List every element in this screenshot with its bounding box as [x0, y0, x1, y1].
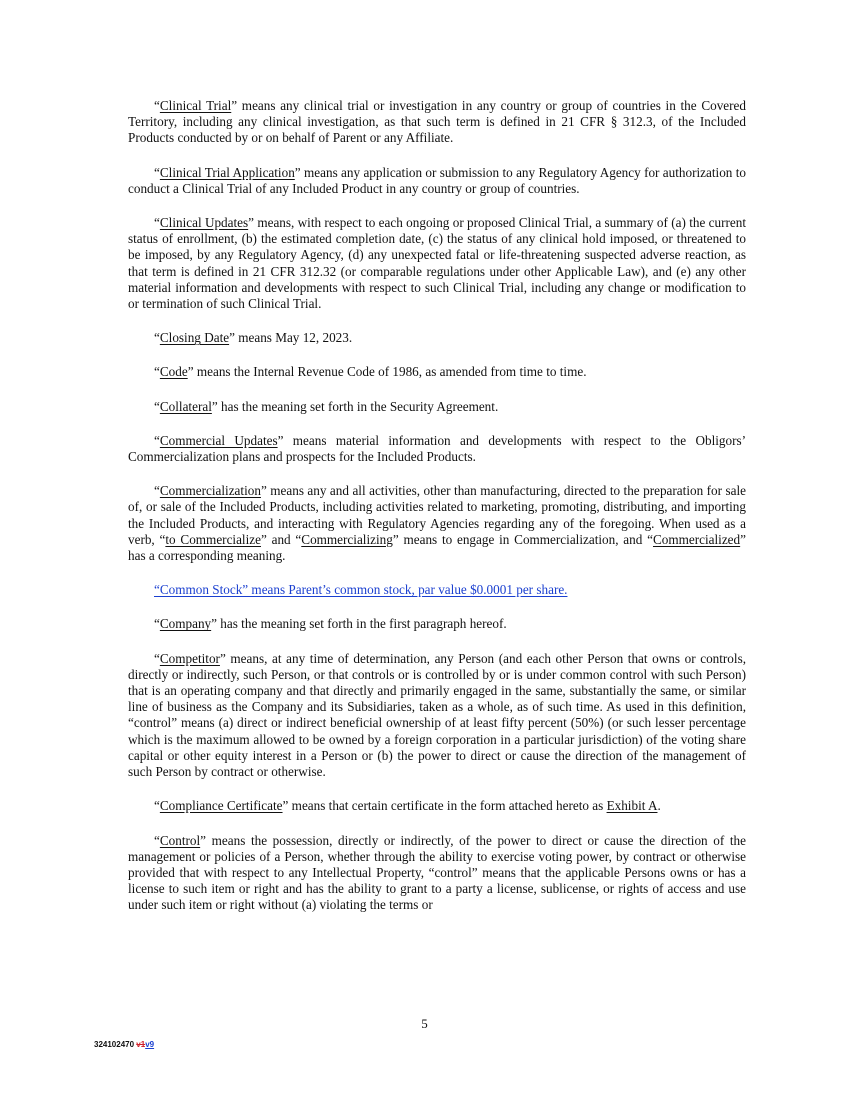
defined-term: Commercial Updates [159, 432, 278, 448]
definition-commercial-updates: “Commercial Updates” means material information and developments with respect to the Obligors’ Commercialization plans and prospects for the Included Products. [128, 432, 746, 465]
definition-clinical-updates: “Clinical Updates” means, with respect to each ongoing or proposed Clinical Trial, a summary of (a) the current status of enrollment, (b) the estimated completion date, (c) the status of any clinical hold imposed, or threatened to be imposed, by any Regulatory Agency, (d) any unexpected fatal or life-threatening suspected adverse reaction, as that term is defined in 21 CFR 312.32 (or comparable regulations under other Applicable Law), and (e) any other material information and developments with respect to such Clinical Trial, including any change or modification to or termination of such Clinical Trial. [128, 215, 746, 312]
definition-closing-date: “Closing Date” means May 12, 2023. [154, 330, 353, 346]
defined-term: Closing Date [159, 330, 230, 346]
definition-control: “Control” means the possession, directly or indirectly, of the power to direct or cause the direction of the management or policies of a Person, whether through the ability to exercise voting power, by contract or otherwise provided that with respect to any Intellectual Property, “control” means that the applicable Persons owns or has a license to such item or right and has the ability to grant to a party a license, sublicense, or rights of access and use under such item or right without (a) violating the terms or [128, 832, 746, 913]
document-number: 324102470 [94, 1040, 135, 1049]
definition-clinical-trial-application: “Clinical Trial Application” means any application or submission to any Regulatory Agency for authorization to conduct a Clinical Trial of any Included Product in any country or group of countries. [128, 164, 747, 196]
deleted-version: v1 [136, 1040, 146, 1049]
defined-term: Code [159, 364, 188, 380]
defined-term: Company [159, 616, 212, 632]
definition-competitor: “Competitor” means, at any time of determination, any Person (and each other Person that owns or controls, directly or indirectly, such Person, or that controls or is controlled by or is under common control with such Person) that is an operating company and that directly and primarily engaged in the same, substantially the same, or similar line of business as the Company and its Subsidiaries, taken as a whole, as of such time. As used in this definition, “control” means (a) direct or indirect beneficial ownership of at least fifty percent (50%) (or such lesser percentage which is the maximum allowed to be owned by a foreign corporation in a particular jurisdiction) of the voting share capital or other equity interest in a Person or (b) the power to direct or cause the direction of the management of such Person by contract or otherwise. [128, 650, 746, 780]
definition-code: “Code” means the Internal Revenue Code of 1986, as amended from time to time. [154, 364, 587, 380]
defined-term: Commercializing [301, 531, 393, 547]
defined-term: Collateral [159, 398, 212, 414]
inserted-version: v9 [145, 1040, 155, 1049]
definitions-section [128, 98, 746, 932]
definition-clinical-trial: “Clinical Trial” means any clinical trial or investigation in any country or group of countries in the Covered Territory, including any clinical investigation, as that such term is defined in 21 CFR § 312.3, of the Included Products conducted by or on behalf of Parent or any Affiliate. [128, 98, 746, 146]
defined-term: Competitor [159, 650, 220, 666]
defined-term: Control [159, 832, 201, 848]
defined-term: Commercialization [159, 483, 261, 499]
page-number: 5 [421, 1016, 428, 1031]
defined-term: Commercialized [652, 531, 741, 547]
definition-company: “Company” has the meaning set forth in the first paragraph hereof. [154, 616, 507, 632]
defined-term: Clinical Trial [159, 98, 232, 113]
defined-term: Compliance Certificate [159, 798, 283, 814]
inserted-definition-common-stock: “Common Stock” means Parent’s common stock, par value $0.0001 per share. [154, 582, 568, 598]
exhibit-reference: Exhibit A [606, 798, 658, 814]
document-id [94, 1040, 154, 1049]
defined-term: Clinical Updates [159, 215, 249, 231]
definition-collateral: “Collateral” has the meaning set forth in the Security Agreement. [154, 398, 499, 414]
definition-compliance-certificate: “Compliance Certificate” means that certain certificate in the form attached hereto as Exhibit A. [154, 798, 661, 814]
definition-commercialization: “Commercialization” means any and all activities, other than manufacturing, directed to the preparation for sale of, or sale of the Included Products, including activities related to marketing, promoting, distributing, and importing the Included Products, and interacting with Regulatory Agencies regarding any of the foregoing. When used as a verb, “to Commercialize” and “Commercializing” means to engage in Commercialization, and “Commercialized” has a corresponding meaning. [128, 483, 746, 564]
defined-term: Clinical Trial Application [159, 164, 295, 180]
defined-term: to Commercialize [165, 531, 261, 547]
